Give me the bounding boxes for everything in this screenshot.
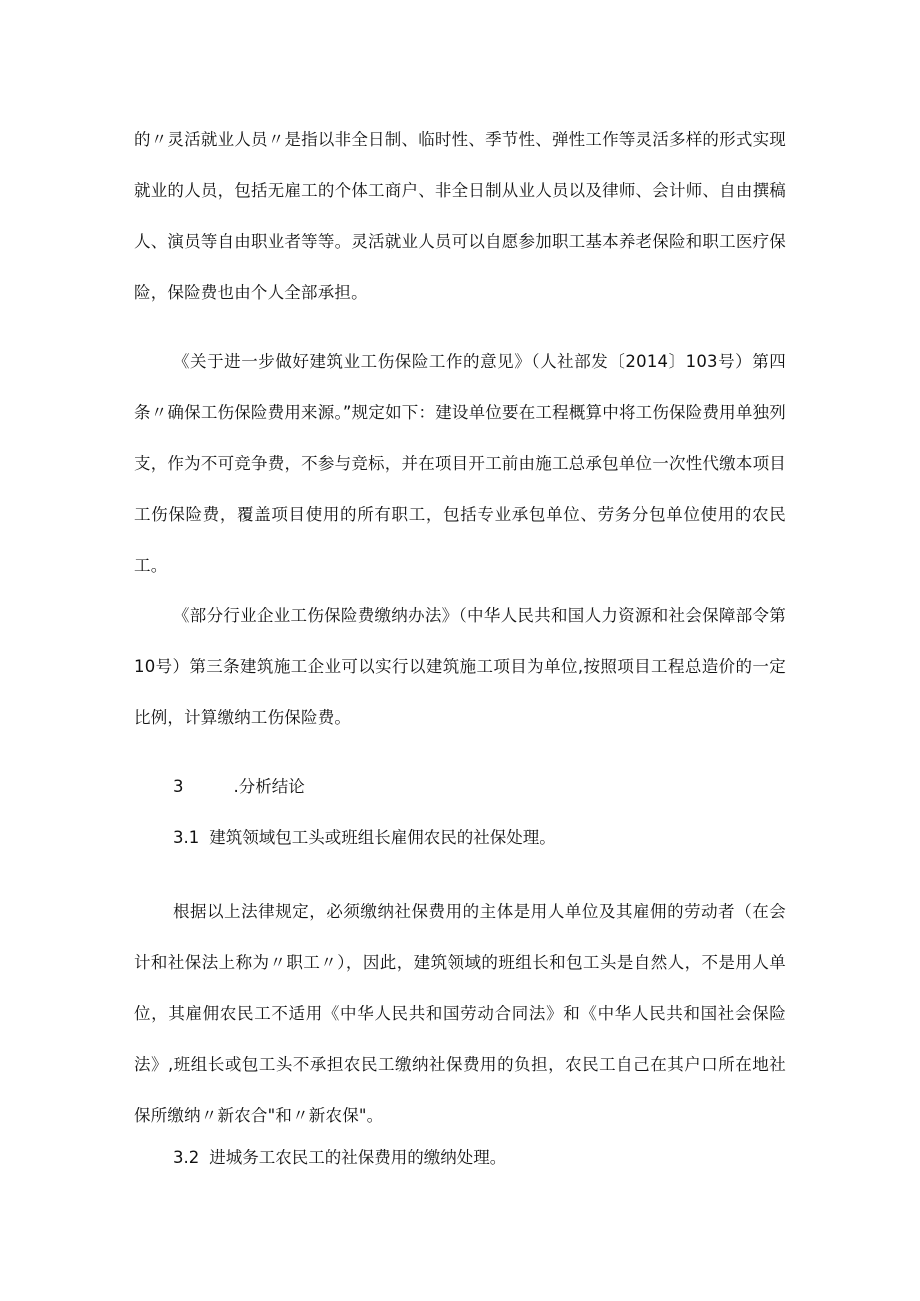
paragraph-construction-injury-insurance-opinion: 《关于进一步做好建筑业工伤保险工作的意见》（人社部发〔2014〕103号）第四条〃确保工伤保险费用来源。”规定如下：建设单位要在工程概算中将工伤保险费用单独列支，作为不可竞争费，不参与竞标，并在项目开工前由施工总承包单位一次性代缴本项目工伤保险费，覆盖项目使用的所有职工，包括专业承包单位、劳务分包单位使用的农民工。 <box>134 352 786 575</box>
section-heading-3-2 <box>173 1146 506 1170</box>
section-heading-3 <box>173 775 305 799</box>
section-number: 3 <box>173 777 184 796</box>
section-number: 3.1 <box>173 828 200 847</box>
section-title: 进城务工农民工的社保费用的缴纳处理。 <box>209 1148 507 1167</box>
section-title: 建筑领域包工头或班组长雇佣农民的社保处理。 <box>209 828 556 847</box>
section-title: .分析结论 <box>233 777 305 796</box>
section-number: 3.2 <box>173 1148 200 1167</box>
paragraph-flexible-employment: 的〃灵活就业人员〃是指以非全日制、临时性、季节性、弹性工作等灵活多样的形式实现就业的人员，包括无雇工的个体工商户、非全日制从业人员以及律师、会计师、自由撰稿人、演员等自由职业者等等。灵活就业人员可以自愿参加职工基本养老保险和职工医疗保险，保险费也由个人全部承担。 <box>134 130 786 302</box>
paragraph-analysis-conclusion: 根据以上法律规定，必须缴纳社保费用的主体是用人单位及其雇佣的劳动者（在会计和社保法上称为〃职工〃），因此，建筑领域的班组长和包工头是自然人，不是用人单位，其雇佣农民工不适用《中华人民共和国劳动合同法》和《中华人民共和国社会保险法》,班组长或包工头不承担农民工缴纳社保费用的负担，农民工自己在其户口所在地社保所缴纳〃新农合"和〃新农保"。 <box>134 902 786 1125</box>
paragraph-injury-insurance-payment-measures: 《部分行业企业工伤保险费缴纳办法》（中华人民共和国人力资源和社会保障部令第10号）第三条建筑施工企业可以实行以建筑施工项目为单位,按照项目工程总造价的一定比例，计算缴纳工伤保险费。 <box>134 606 786 727</box>
section-heading-3-1 <box>173 826 556 850</box>
